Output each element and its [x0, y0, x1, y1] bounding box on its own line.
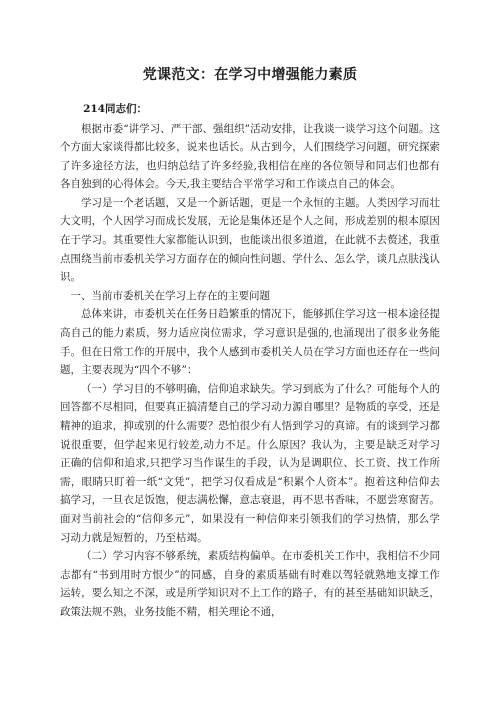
paragraph-topic: 学习是一个老话题，又是一个新话题，更是一个永恒的主题。人类因学习而壮大文明，个人因学习而成长发展，无论是集体还是个人之间，形成差别的根本原因在于学习。其重要性大家都能认识到，也能谈出很多道道，在此就不去赘述，我重点围绕当前市委机关学习方面存在的倾向性问题、学什么、怎么学，谈几点肤浅认识。: [60, 196, 440, 284]
section-heading: 一、当前市委机关在学习上存在的主要问题: [70, 289, 270, 302]
salutation: 214同志们：: [83, 103, 148, 115]
paragraph-point-two: （二）学习内容不够系统，素质结构偏单。在市委机关工作中，我相信不少同志都有“书到用时方恨少”的同感，自身的素质基础有时难以驾轻就熟地支撑工作运转，要么知之不深，或是所学知识对不上工作的路子，有的甚至基础知识缺乏，政策法规不熟，业务技能不精，相关理论不通，: [60, 550, 440, 618]
paragraph-point-one: （一）学习目的不够明确，信仰追求缺失。学习到底为了什么？可能每个人的回答都不尽相同，但要真正搞清楚自己的学习动力源自哪里？是物质的享受，还是精神的追求，抑或别的什么需要？恐怕很少有人悟到学习的真谛。有的谈到学习都说很重要，但学起来见行较差,动力不足。什么原因？我认为，主要是缺乏对学习正确的信仰和追求,只把学习当作谋生的手段，认为是调职位、长工资、找工作所需，眼睛只盯着一纸“文凭”，把学习仅看成是“积累个人资本”。抱着这种信仰去搞学习，一旦衣足饭饱，便志满松懈，意志衰退，再不思书香味，不愿尝寒窗苦。面对当前社会的“信仰多元”，如果没有一种信仰来引领我们的学习热情，那么学习动力就是短暂的，乃至枯竭。: [60, 382, 440, 544]
document-title: 党课范文：在学习中增强能力素质: [142, 67, 358, 83]
paragraph-overview: 总体来讲，市委机关在任务日趋繁重的情况下，能够抓住学习这一根本途径提高自己的能力素质，努力适应岗位需求，学习意识是强的,也涌现出了很多业务能手。但在日常工作的开展中，我个人感到市委机关人员在学习方面也还存在一些问题，主要表现为“四个不够”：: [60, 308, 440, 377]
paragraph-intro: 根据市委“讲学习、严干部、强组织”活动安排，让我谈一谈学习这个问题。这个方面大家谈得都比较多，说来也话长。从古到今，人们围绕学习问题，研究探索了许多途径方法，也归纳总结了许多经验,我相信在座的各位领导和同志们也都有各自独到的心得体会。今天,我主要结合平常学习和工作谈点自己的体会。: [60, 122, 440, 191]
